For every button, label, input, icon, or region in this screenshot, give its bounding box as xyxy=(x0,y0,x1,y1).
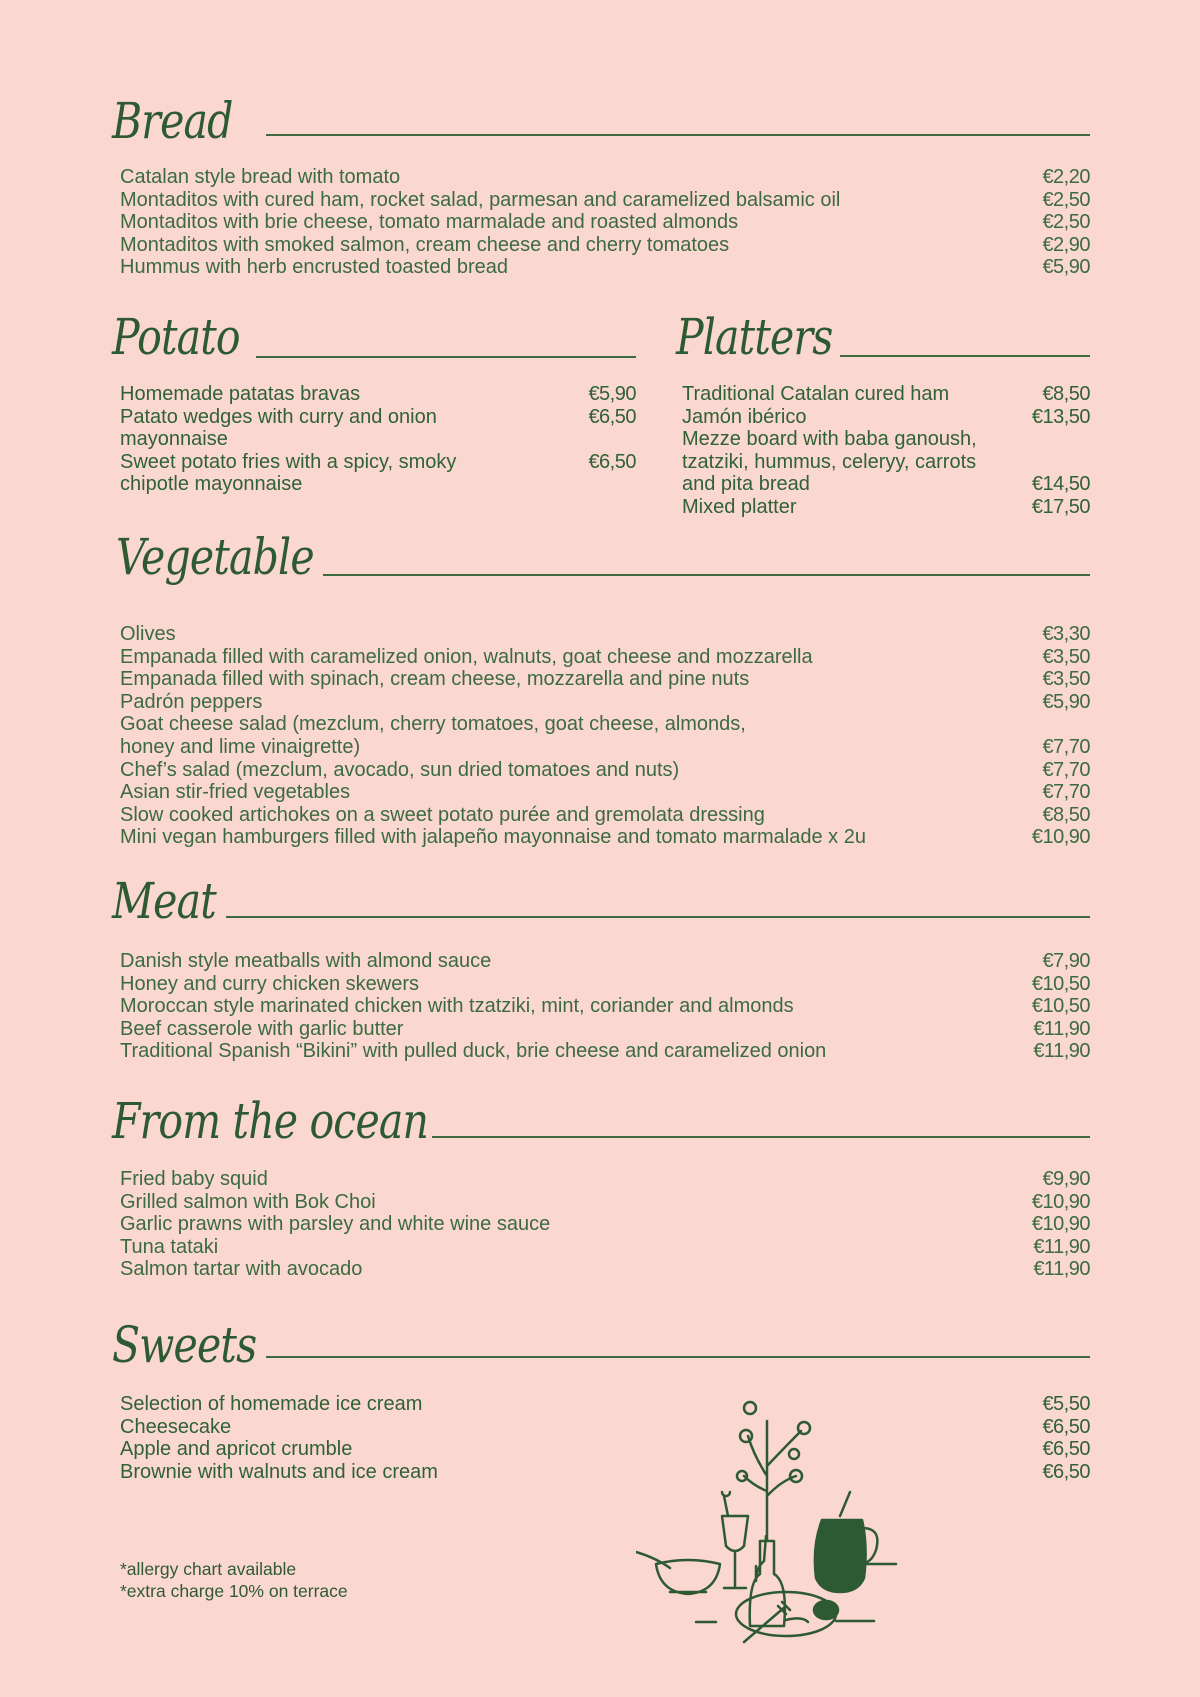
menu-item: Mezze board with baba ganoush, xyxy=(682,428,977,451)
divider-sweets xyxy=(266,1356,1090,1358)
divider-ocean xyxy=(432,1136,1090,1138)
divider-platters xyxy=(840,355,1090,357)
footnotes xyxy=(120,1558,348,1602)
section-title-meat: Meat xyxy=(112,872,216,930)
menu-item: Padrón peppers €5,90 xyxy=(120,690,1090,713)
menu-item: Catalan style bread with tomato €2,20 xyxy=(120,166,1090,188)
item-list-ocean xyxy=(120,1168,1090,1281)
footnote-allergy: *allergy chart available xyxy=(120,1559,297,1579)
menu-item: Brownie with walnuts and ice cream €6,50 xyxy=(120,1460,1090,1483)
divider-bread xyxy=(266,134,1090,136)
menu-item: Montaditos with cured ham, rocket salad, parmesan and caramelized balsamic oil €2,50 xyxy=(120,188,1090,211)
menu-item: Honey and curry chicken skewers €10,50 xyxy=(120,972,1090,995)
menu-item: Mixed platter €17,50 xyxy=(682,495,1090,518)
pitcher-icon xyxy=(815,1492,896,1592)
section-title-vegetable: Vegetable xyxy=(116,528,314,586)
menu-item: Apple and apricot crumble €6,50 xyxy=(120,1438,1090,1461)
menu-item: Traditional Spanish “Bikini” with pulled duck, brie cheese and caramelized onion €11,90 xyxy=(120,1040,1090,1063)
section-title-bread: Bread xyxy=(112,92,233,150)
menu-item: Mini vegan hamburgers filled with jalapeño mayonnaise and tomato marmalade x 2u €10,90 xyxy=(120,826,1090,849)
section-ocean xyxy=(112,1092,498,1150)
menu-item: Jamón ibérico €13,50 xyxy=(682,405,1090,428)
item-list-vegetable xyxy=(120,623,1090,849)
menu-item: chipotle mayonnaise xyxy=(120,473,303,496)
menu-item: Hummus with herb encrusted toasted bread €5,90 xyxy=(120,256,1090,279)
menu-item: Olives €3,30 xyxy=(120,623,1090,645)
section-title-potato: Potato xyxy=(112,308,240,366)
divider-vegetable xyxy=(323,574,1090,576)
menu-item: Asian stir-fried vegetables €7,70 xyxy=(120,781,1090,804)
menu-item: Empanada filled with spinach, cream cheese, mozzarella and pine nuts €3,50 xyxy=(120,668,1090,691)
menu-item: Patato wedges with curry and onion €6,50 xyxy=(120,405,636,428)
section-platters xyxy=(676,308,867,366)
menu-item: Garlic prawns with parsley and white wine sauce €10,90 xyxy=(120,1213,1090,1236)
menu-item: Montaditos with smoked salmon, cream cheese and cherry tomatoes €2,90 xyxy=(120,233,1090,256)
menu-item: honey and lime vinaigrette) €7,70 xyxy=(120,735,1090,758)
menu-item: Fried baby squid €9,90 xyxy=(120,1168,1090,1190)
divider-meat xyxy=(226,916,1090,918)
menu-item: Homemade patatas bravas €5,90 xyxy=(120,383,636,405)
menu-item: Moroccan style marinated chicken with tzatziki, mint, coriander and almonds €10,50 xyxy=(120,995,1090,1018)
menu-item: tzatziki, hummus, celeryy, carrots xyxy=(682,450,977,473)
menu-item: Beef casserole with garlic butter €11,90 xyxy=(120,1017,1090,1040)
menu-item: Grilled salmon with Bok Choi €10,90 xyxy=(120,1190,1090,1213)
menu-item: and pita bread €14,50 xyxy=(682,473,1090,496)
menu-item: Montaditos with brie cheese, tomato marmalade and roasted almonds €2,50 xyxy=(120,211,1090,234)
table-setting-illustration xyxy=(636,1396,956,1646)
section-title-ocean: From the ocean xyxy=(112,1092,429,1150)
section-meat xyxy=(112,872,239,930)
menu-item: Danish style meatballs with almond sauce €7,90 xyxy=(120,950,1090,972)
section-title-platters: Platters xyxy=(676,308,833,366)
section-title-sweets: Sweets xyxy=(112,1316,257,1374)
item-list-bread xyxy=(120,166,1090,279)
section-vegetable xyxy=(116,528,357,586)
menu-item: Salmon tartar with avocado €11,90 xyxy=(120,1258,1090,1281)
divider-potato xyxy=(256,356,636,358)
menu-item: Tuna tataki €11,90 xyxy=(120,1235,1090,1258)
section-potato xyxy=(112,308,268,366)
wine-glass-icon xyxy=(722,1492,748,1588)
menu-item: Chef’s salad (mezclum, avocado, sun dried tomatoes and nuts) €7,70 xyxy=(120,758,1090,781)
menu-item: Cheesecake €6,50 xyxy=(120,1415,1090,1438)
menu-item: Goat cheese salad (mezclum, cherry tomatoes, goat cheese, almonds, xyxy=(120,713,746,736)
item-list-platters xyxy=(682,383,1090,519)
menu-item: mayonnaise xyxy=(120,428,228,451)
section-bread xyxy=(112,92,259,150)
menu-item: Selection of homemade ice cream €5,50 xyxy=(120,1393,1090,1415)
menu-item: Empanada filled with caramelized onion, walnuts, goat cheese and mozzarella €3,50 xyxy=(120,645,1090,668)
bowl-icon xyxy=(636,1552,720,1594)
item-list-potato xyxy=(120,383,636,496)
menu-item: Sweet potato fries with a spicy, smoky €6,50 xyxy=(120,450,636,473)
menu-item: Traditional Catalan cured ham €8,50 xyxy=(682,383,1090,405)
footnote-terrace: *extra charge 10% on terrace xyxy=(120,1581,348,1601)
item-list-meat xyxy=(120,950,1090,1063)
menu-item: Slow cooked artichokes on a sweet potato purée and gremolata dressing €8,50 xyxy=(120,803,1090,826)
section-sweets xyxy=(112,1316,288,1374)
